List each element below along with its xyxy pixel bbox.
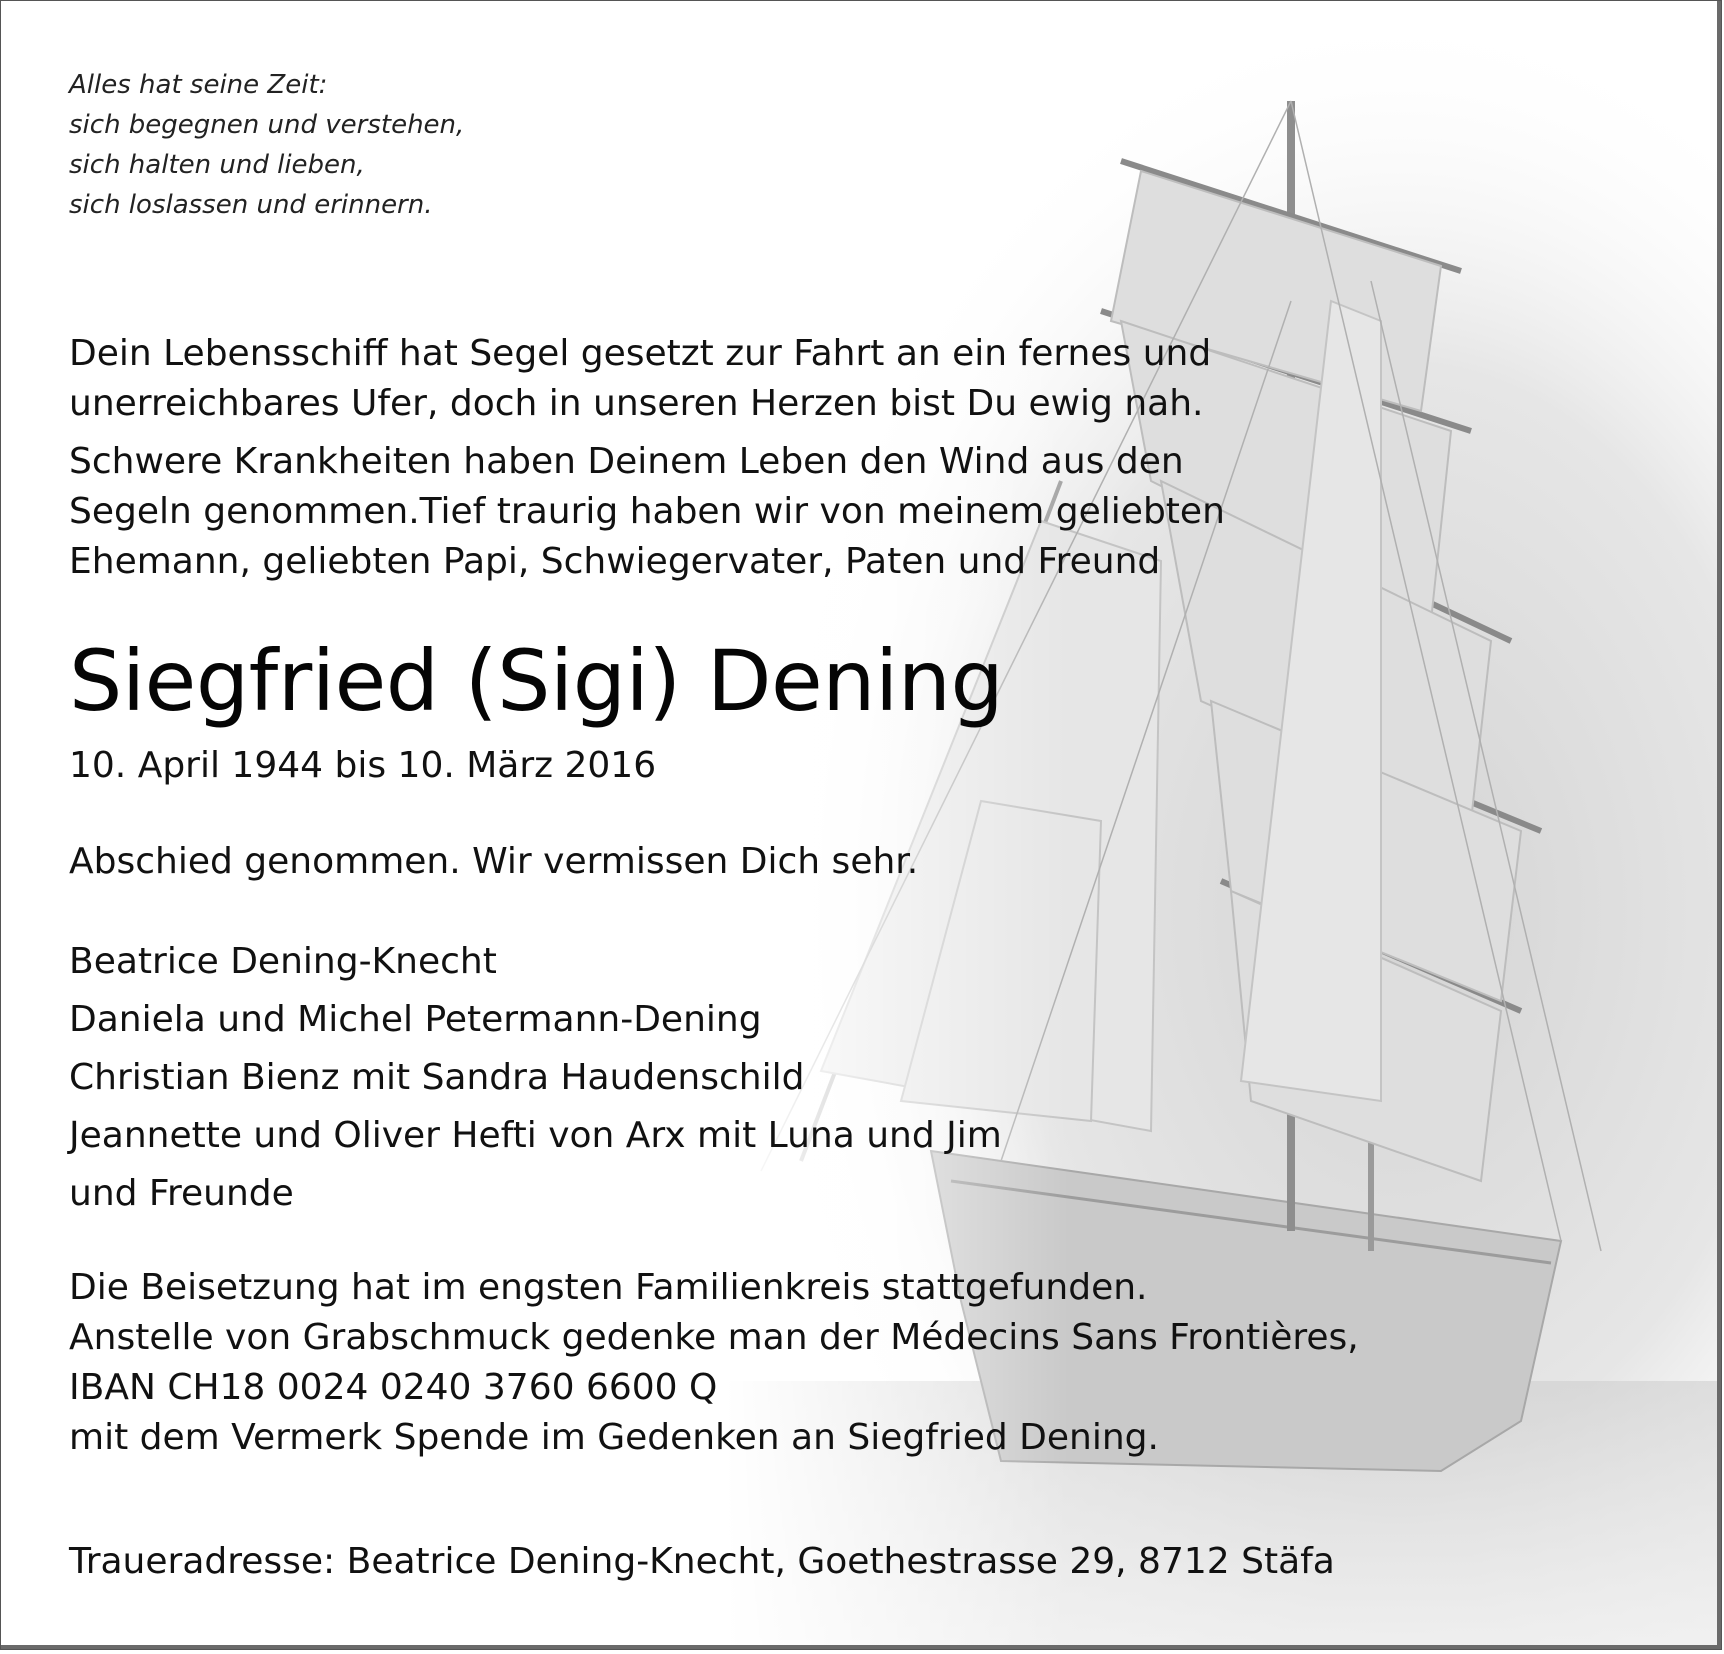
deceased-name: Siegfried (Sigi) Dening bbox=[69, 632, 1004, 730]
burial-line: mit dem Vermerk Spende im Gedenken an Siegfried Dening. bbox=[69, 1417, 1159, 1458]
burial-line: Anstelle von Grabschmuck gedenke man der Médecins Sans Frontières, bbox=[69, 1317, 1359, 1358]
intro-line: Dein Lebensschiff hat Segel gesetzt zur Fahrt an ein fernes und bbox=[69, 333, 1212, 374]
burial-line: Die Beisetzung hat im engsten Familienkreis stattgefunden. bbox=[69, 1267, 1148, 1308]
burial-paragraph bbox=[69, 1263, 1359, 1463]
motto-line: sich loslassen und erinnern. bbox=[69, 190, 433, 220]
mourning-address: Traueradresse: Beatrice Dening-Knecht, Goethestrasse 29, 8712 Stäfa bbox=[69, 1541, 1335, 1582]
life-dates: 10. April 1944 bis 10. März 2016 bbox=[69, 745, 657, 786]
burial-line: IBAN CH18 0024 0240 3760 6600 Q bbox=[69, 1367, 718, 1408]
intro-paragraph bbox=[69, 329, 1211, 429]
motto-verse bbox=[69, 65, 464, 225]
illness-paragraph bbox=[69, 437, 1225, 587]
mourner-entry: Daniela und Michel Petermann-Dening bbox=[69, 999, 762, 1040]
mourner-entry: Christian Bienz mit Sandra Haudenschild bbox=[69, 1057, 805, 1098]
mourner-entry: und Freunde bbox=[69, 1173, 294, 1214]
illness-line: Ehemann, geliebten Papi, Schwiegervater, Paten und Freund bbox=[69, 541, 1161, 582]
motto-line: sich halten und lieben, bbox=[69, 150, 365, 180]
page-shadow bbox=[1, 1645, 1721, 1649]
motto-line: sich begegnen und verstehen, bbox=[69, 110, 465, 140]
farewell-line: Abschied genommen. Wir vermissen Dich sehr. bbox=[69, 841, 919, 882]
mourners-list bbox=[69, 933, 1002, 1223]
illness-line: Schwere Krankheiten haben Deinem Leben den Wind aus den bbox=[69, 441, 1184, 482]
mourner-entry: Jeannette und Oliver Hefti von Arx mit Luna und Jim bbox=[69, 1115, 1002, 1156]
intro-line: unerreichbares Ufer, doch in unseren Herzen bist Du ewig nah. bbox=[69, 383, 1204, 424]
motto-line: Alles hat seine Zeit: bbox=[69, 70, 328, 100]
illness-line: Segeln genommen.Tief traurig haben wir von meinem geliebten bbox=[69, 491, 1225, 532]
mourner-entry: Beatrice Dening-Knecht bbox=[69, 941, 497, 982]
